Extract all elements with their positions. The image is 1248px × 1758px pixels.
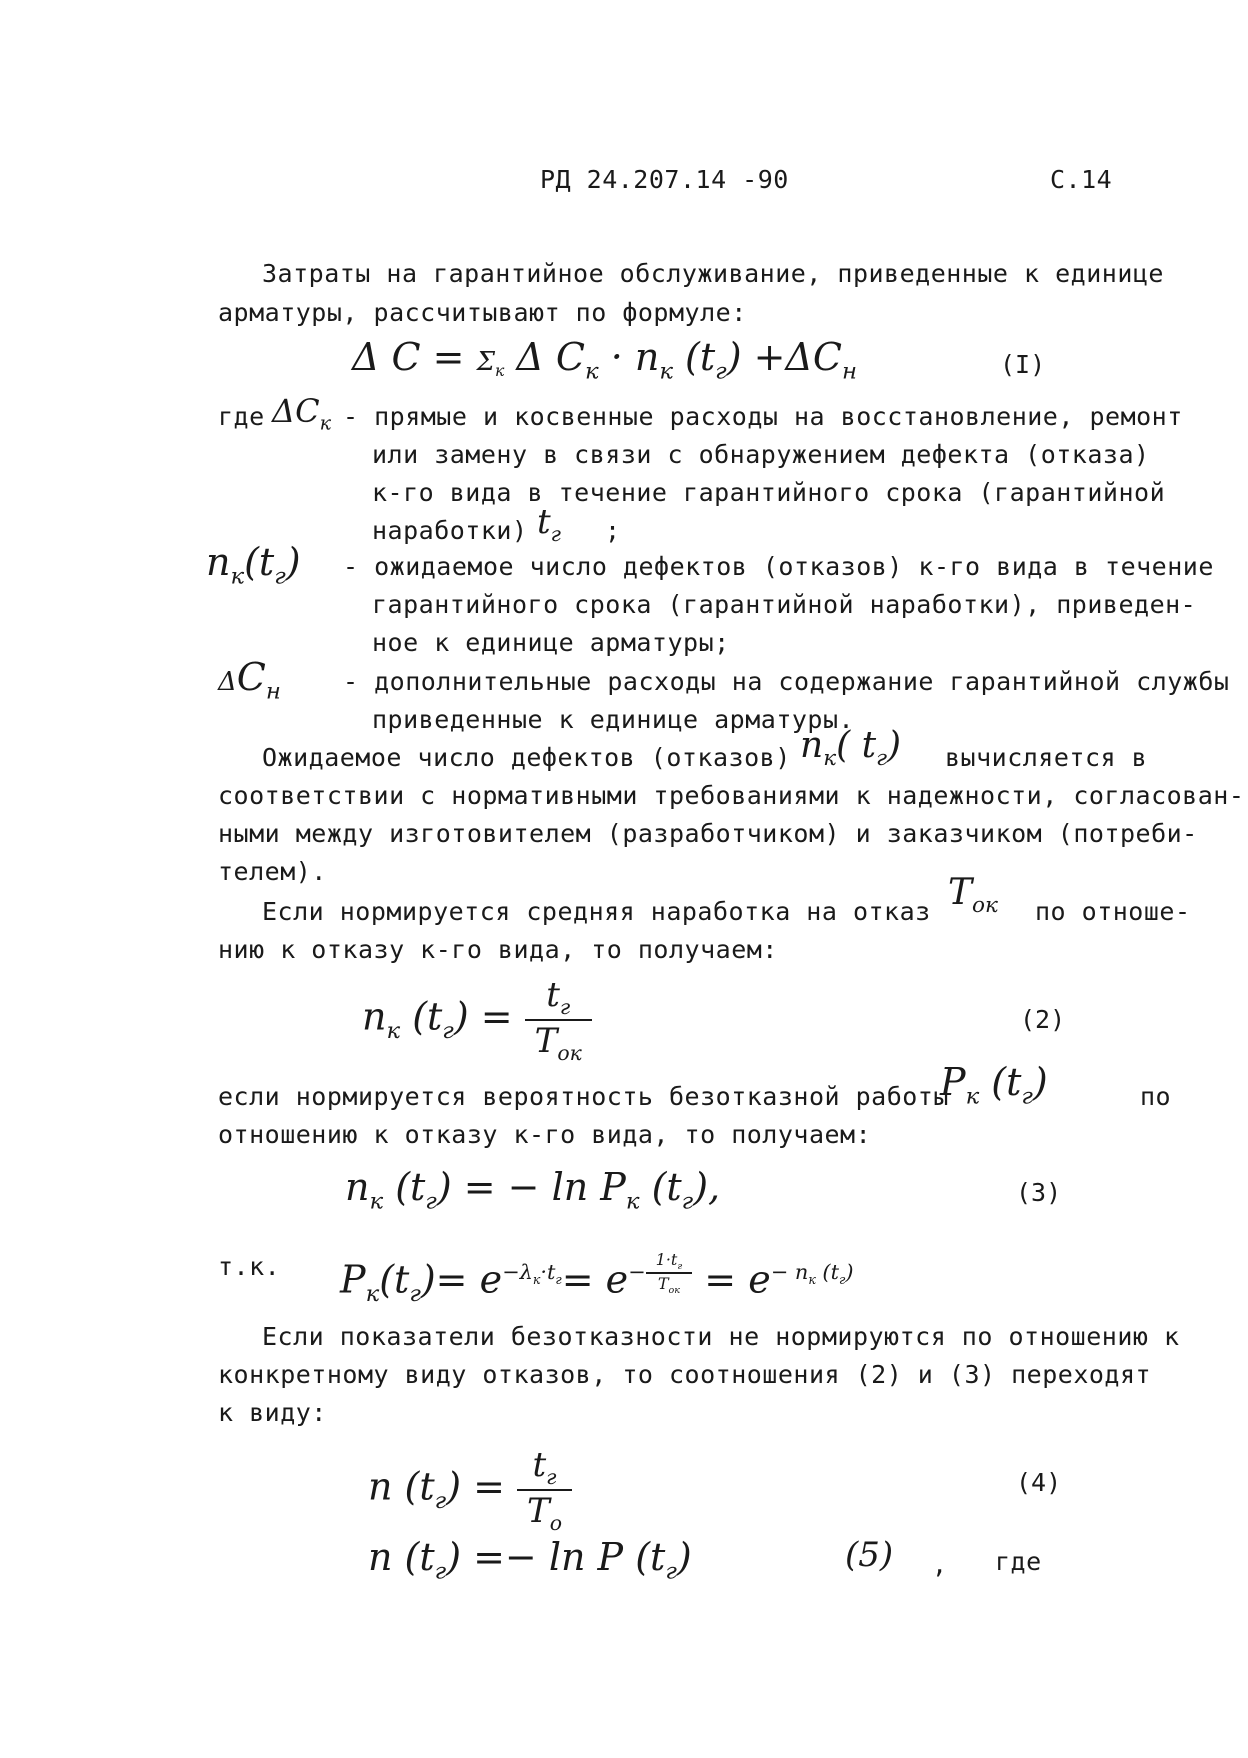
definition-2-line-1: - ожидаемое число дефектов (отказов) к-го вида в течение xyxy=(343,552,1214,581)
page-number: С.14 xyxy=(1050,165,1113,194)
definition-3-line-1: - дополнительные расходы на содержание гарантийной службы xyxy=(343,667,1230,696)
paragraph-5-line-3: к виду: xyxy=(218,1398,327,1427)
equation-number-1: (I) xyxy=(1000,350,1046,379)
definition-1-tg-symbol: $t_г$ xyxy=(537,502,561,546)
definition-1-semicolon: ; xyxy=(605,516,621,545)
definition-2-symbol: $n_к(t_г)$ xyxy=(206,540,301,590)
paragraph-3-line-1b: по отноше- xyxy=(1035,897,1191,926)
intro-line-2: арматуры, рассчитывают по формуле: xyxy=(218,298,747,327)
paragraph-4-pk-symbol: $P_к$ $(t_г)$ xyxy=(940,1060,1048,1110)
definition-1-line-1: - прямые и косвенные расходы на восстановление, ремонт xyxy=(343,402,1183,431)
paragraph-3-line-2: нию к отказу к-го вида, то получаем: xyxy=(218,935,778,964)
definition-1-line-2: или замену в связи с обнаружением дефекта (отказа) xyxy=(372,440,1150,469)
paragraph-5-line-2: конкретному виду отказов, то соотношения (2) и (3) переходят xyxy=(218,1360,1152,1389)
equation-number-4: (4) xyxy=(1016,1468,1062,1497)
equation-number-5: (5) xyxy=(845,1535,894,1575)
formula-3: $n_к$ $(t_г)$ = − $\ln P_к$ $(t_г)$, xyxy=(345,1165,721,1215)
definition-3-symbol: $\Delta C_н$ xyxy=(218,655,281,705)
trailing-comma: , xyxy=(932,1550,948,1579)
paragraph-2-nk-symbol: $n_к$( $t_г$) xyxy=(800,725,902,772)
equation-number-2: (2) xyxy=(1020,1005,1066,1034)
intro-line-1: Затраты на гарантийное обслуживание, приведенные к единице xyxy=(262,259,1164,288)
definition-1-line-4: наработки) xyxy=(372,516,528,545)
tk-label: т.к. xyxy=(218,1252,281,1281)
paragraph-2-line-4: телем). xyxy=(218,857,327,886)
formula-5: n $(t_г) =- \ln P$ $(t_г)$ xyxy=(368,1535,692,1585)
paragraph-2-line-2: соответствии с нормативными требованиями к надежности, согласован- xyxy=(218,781,1245,810)
definition-2-line-2: гарантийного срока (гарантийной наработки), приведен- xyxy=(372,590,1197,619)
paragraph-2-line-1a: Ожидаемое число дефектов (отказов) xyxy=(262,743,791,772)
document-code: РД 24.207.14 -90 xyxy=(540,165,789,194)
definition-1-symbol: $\Delta C_к$ xyxy=(272,392,332,435)
formula-4: n $(t_г)$ = $\frac{t_г}{T_о}$ xyxy=(368,1445,572,1535)
definition-3-line-2: приведенные к единице арматуры. xyxy=(372,705,855,734)
paragraph-3-tok-symbol: $T_{ок}$ xyxy=(948,872,998,919)
formula-2: $n_к$ $(t_г)$ = $\frac{t_г}{T_{ок}}$ xyxy=(362,975,592,1065)
formula-1: Δ $C = \Sigma_к$ Δ $C_к \cdot n_к$ $(t_г) +\Delta C_н$ xyxy=(352,335,857,385)
equation-number-3: (3) xyxy=(1016,1178,1062,1207)
paragraph-4-line-1b: по xyxy=(1140,1082,1172,1111)
definition-1-line-3: к-го вида в течение гарантийного срока (гарантийной xyxy=(372,478,1166,507)
paragraph-3-line-1a: Если нормируется средняя наработка на отказ xyxy=(262,897,931,926)
formula-tk: $P_к(t_г)= e^{-\lambda_к\cdot t_г}= e^{- \frac{1\cdot t_г}{T_{ок}}}$ = $e^{- n_к (t_г)}$ xyxy=(340,1250,854,1307)
paragraph-4-line-2: отношению к отказу к-го вида, то получаем: xyxy=(218,1120,872,1149)
paragraph-2-line-3: ными между изготовителем (разработчиком) и заказчиком (потреби- xyxy=(218,819,1198,848)
paragraph-4-line-1a: если нормируется вероятность безотказной работы xyxy=(218,1082,949,1111)
paragraph-2-line-1b: вычисляется в xyxy=(945,743,1148,772)
trailing-where: где xyxy=(995,1547,1042,1576)
where-label: где xyxy=(218,402,265,431)
paragraph-5-line-1: Если показатели безотказности не нормируются по отношению к xyxy=(262,1322,1180,1351)
definition-2-line-3: ное к единице арматуры; xyxy=(372,628,730,657)
